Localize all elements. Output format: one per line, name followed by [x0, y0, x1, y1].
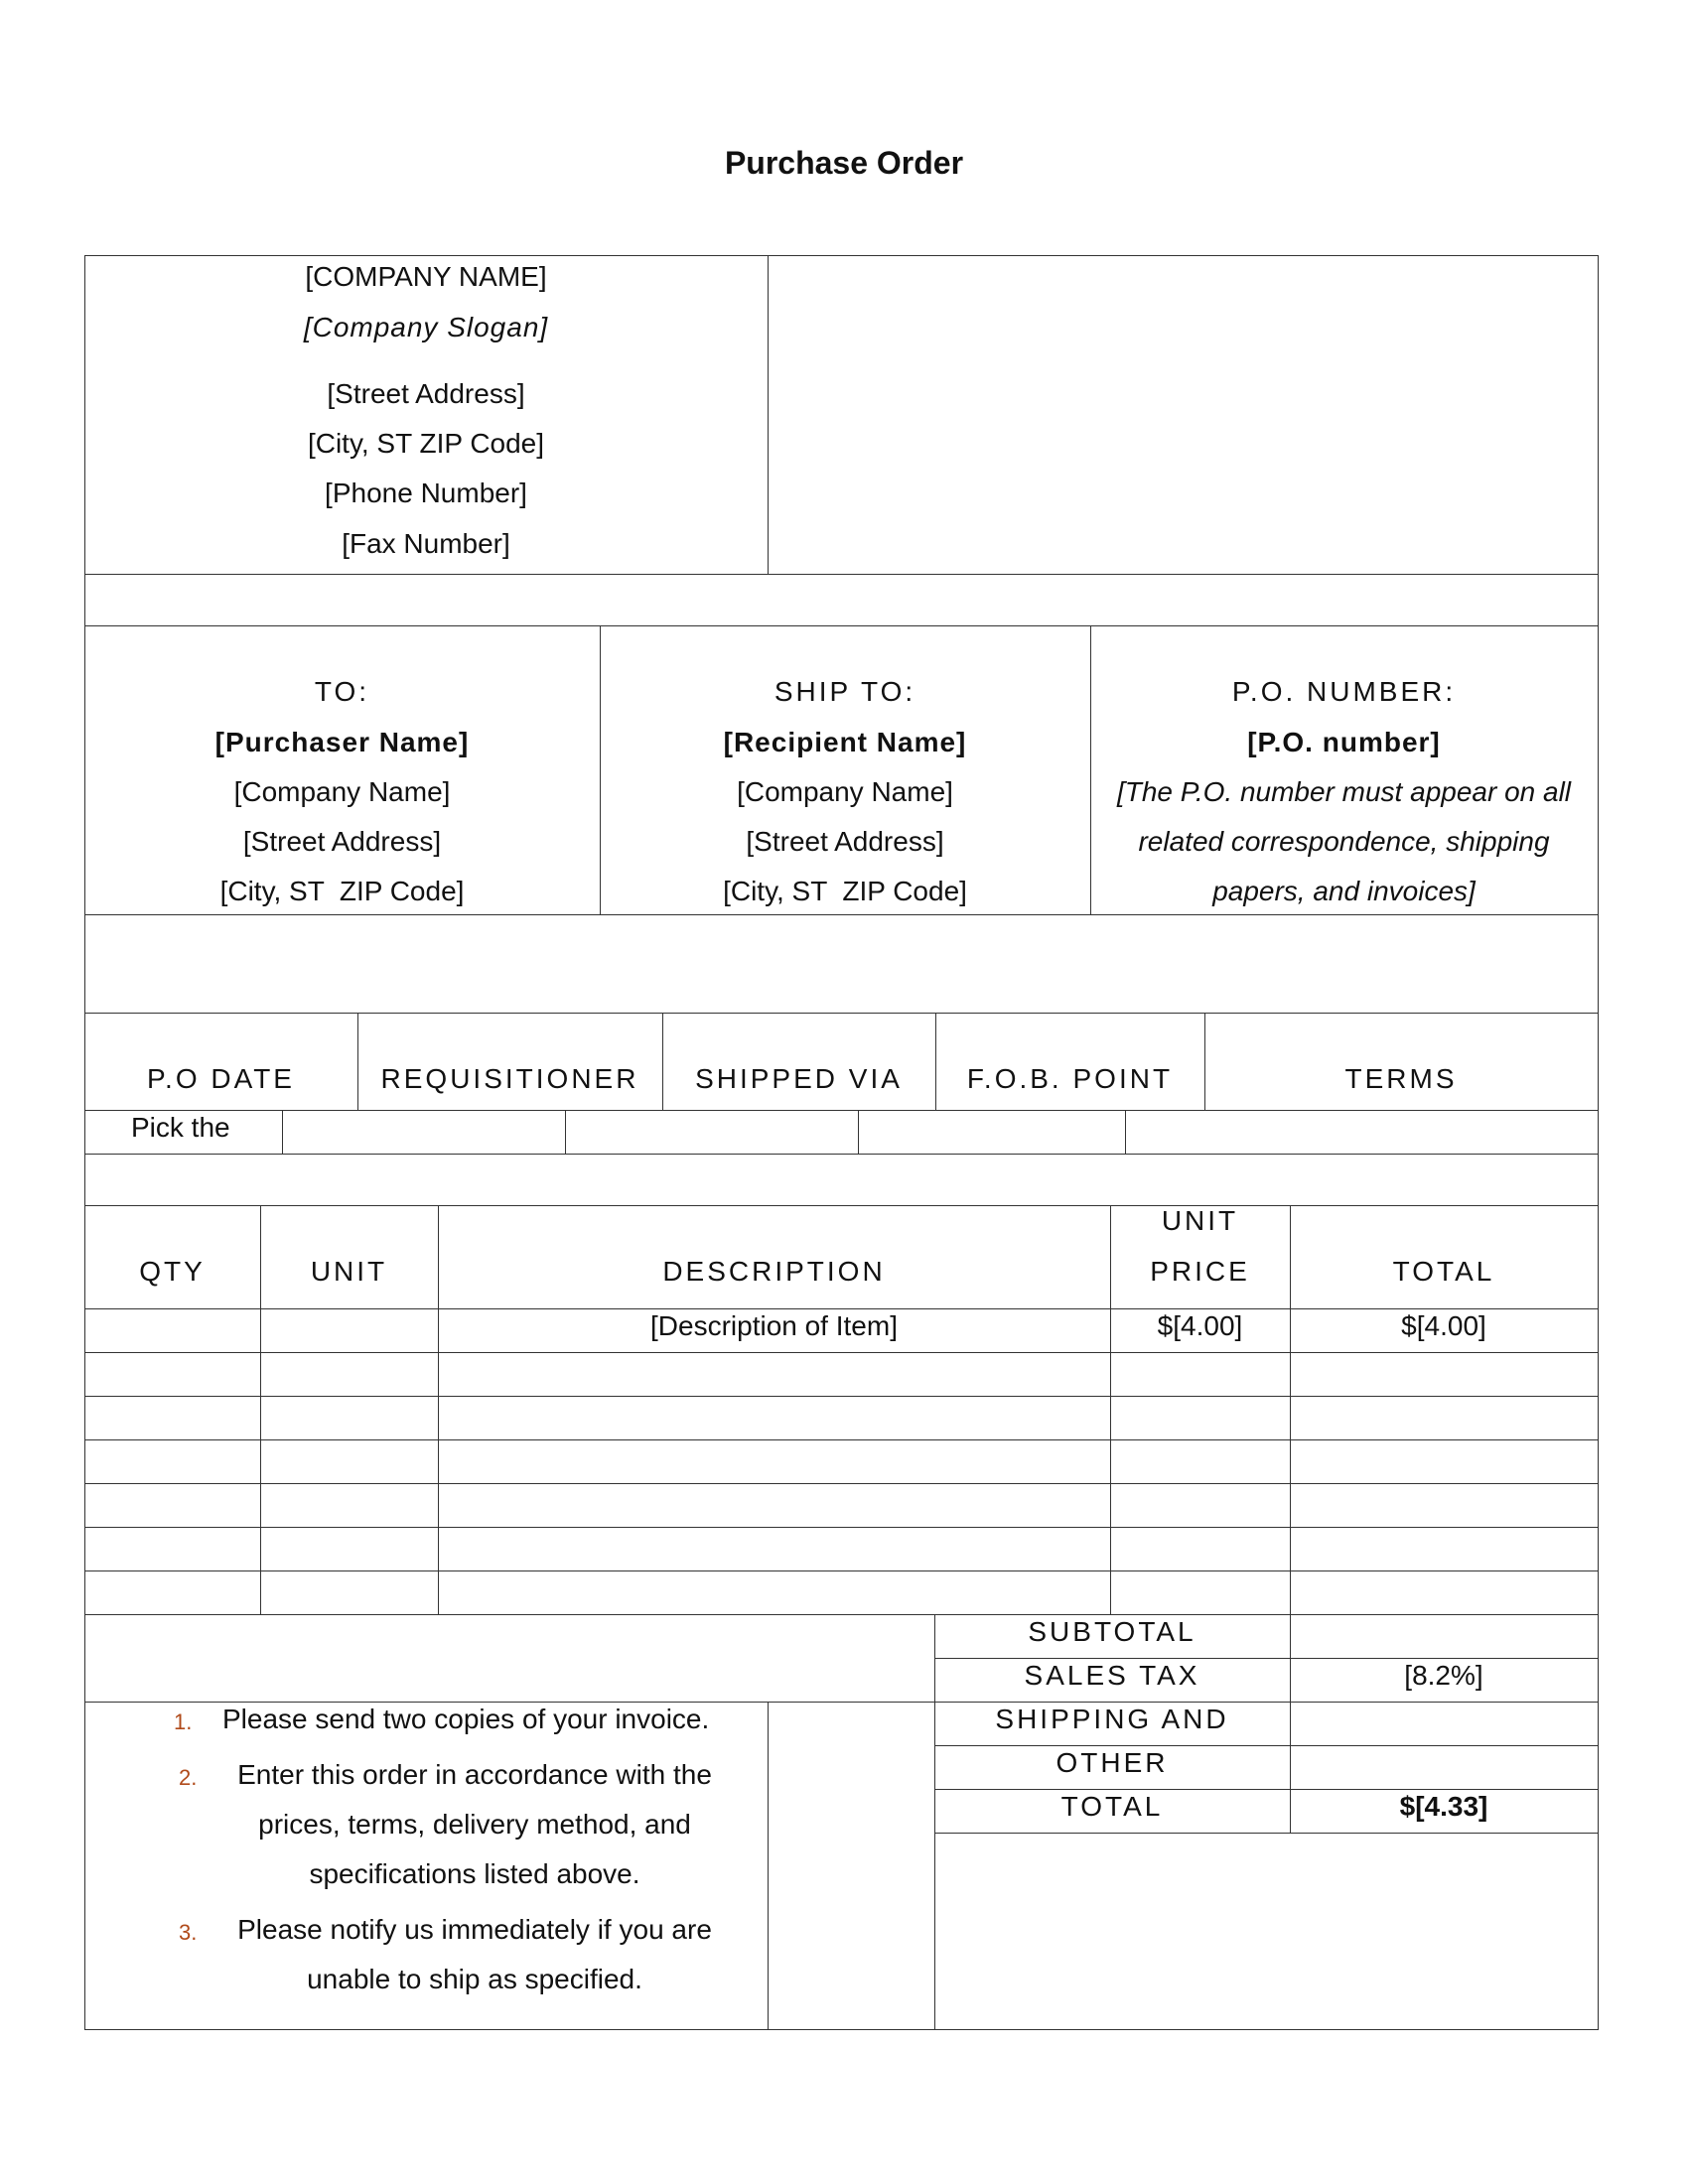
shipping-label: SHIPPING AND: [995, 1704, 1229, 1734]
sales-tax-value: [8.2%]: [1404, 1660, 1483, 1691]
to-heading: TO:: [314, 676, 370, 707]
company-fax: [Fax Number]: [342, 528, 510, 559]
requisitioner-header: REQUISITIONER: [380, 1063, 639, 1094]
company-name: [COMPANY NAME]: [305, 261, 547, 292]
note-line: specifications listed above.: [309, 1858, 640, 1889]
unit-price-header: PRICE: [1150, 1256, 1250, 1287]
description-header: DESCRIPTION: [662, 1256, 886, 1287]
unit-header: UNIT: [310, 1256, 388, 1287]
company-city: [City, ST ZIP Code]: [307, 428, 545, 459]
ship-to-city: [City, ST ZIP Code]: [723, 876, 967, 906]
note-number: 3.: [179, 1920, 198, 1945]
po-note-line: papers, and invoices]: [1212, 876, 1476, 906]
company-phone: [Phone Number]: [325, 478, 527, 508]
total-value: $[4.33]: [1399, 1791, 1488, 1822]
po-heading: P.O. NUMBER:: [1231, 676, 1457, 707]
shipping-label: OTHER: [1055, 1747, 1169, 1778]
po-number: [P.O. number]: [1247, 727, 1441, 757]
note-number: 2.: [179, 1765, 198, 1790]
total-label: TOTAL: [1060, 1791, 1164, 1822]
note-line: Please send two copies of your invoice.: [222, 1704, 710, 1734]
total-header: TOTAL: [1392, 1256, 1495, 1287]
note-number: 1.: [174, 1709, 193, 1734]
note-line: Please notify us immediately if you are: [237, 1914, 712, 1945]
note-line: Enter this order in accordance with the: [237, 1759, 712, 1790]
fob-point-header: F.O.B. POINT: [966, 1063, 1174, 1094]
unit-price-header: UNIT: [1161, 1205, 1239, 1236]
recipient-name: [Recipient Name]: [723, 727, 967, 757]
po-date-header: P.O DATE: [146, 1063, 295, 1094]
to-company: [Company Name]: [233, 776, 451, 807]
to-city: [City, ST ZIP Code]: [219, 876, 465, 906]
company-slogan: [Company Slogan]: [303, 312, 549, 342]
subtotal-label: SUBTOTAL: [1028, 1616, 1196, 1647]
page-title: Purchase Order: [724, 145, 964, 181]
to-street: [Street Address]: [242, 826, 442, 857]
item-total: $[4.00]: [1401, 1310, 1486, 1341]
note-line: unable to ship as specified.: [307, 1964, 642, 1994]
terms-header: TERMS: [1344, 1063, 1458, 1094]
note-line: prices, terms, delivery method, and: [258, 1809, 691, 1840]
po-date-field[interactable]: Pick the: [131, 1112, 230, 1143]
purchaser-name: [Purchaser Name]: [214, 727, 470, 757]
ship-to-street: [Street Address]: [746, 826, 944, 857]
sales-tax-label: SALES TAX: [1024, 1660, 1200, 1691]
item-description: [Description of Item]: [650, 1310, 898, 1341]
item-unit-price: $[4.00]: [1157, 1310, 1243, 1341]
ship-to-heading: SHIP TO:: [774, 676, 916, 707]
qty-header: QTY: [139, 1256, 206, 1287]
shipped-via-header: SHIPPED VIA: [695, 1063, 903, 1094]
po-note-line: [The P.O. number must appear on all: [1116, 776, 1572, 807]
company-street: [Street Address]: [327, 378, 525, 409]
po-note-line: related correspondence, shipping: [1138, 826, 1550, 857]
ship-to-company: [Company Name]: [737, 776, 953, 807]
